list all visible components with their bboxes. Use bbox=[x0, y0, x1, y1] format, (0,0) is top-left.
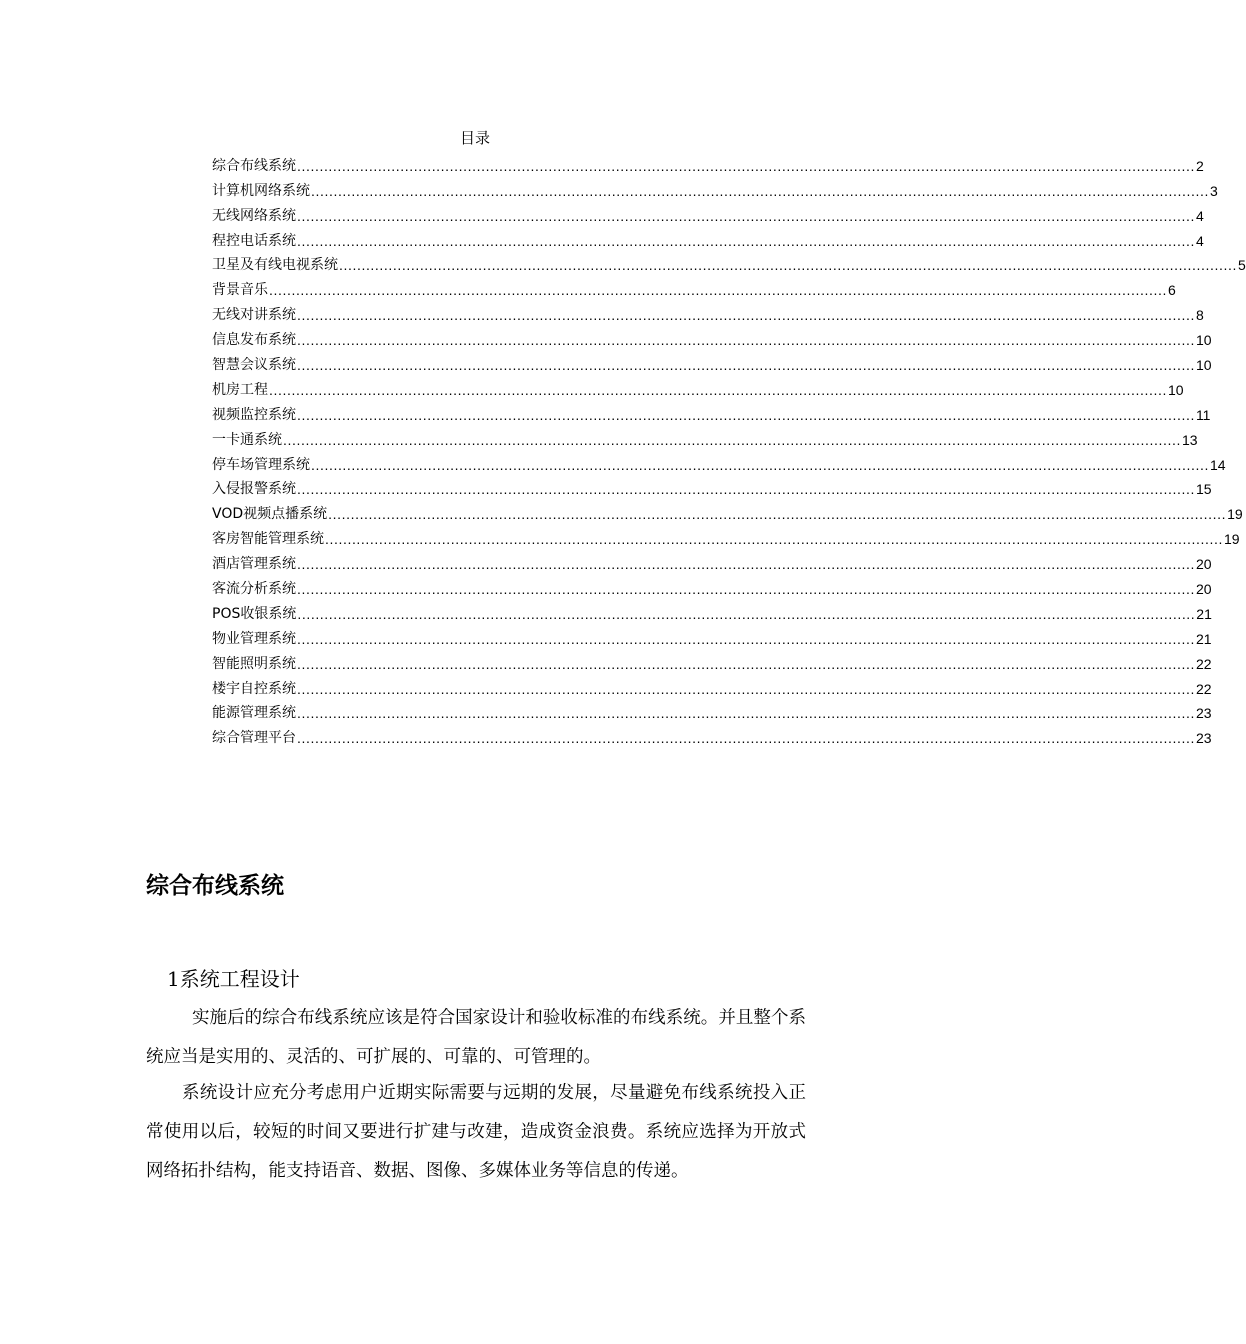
toc-leader-dots: ........................................................................................................................................................................................................ bbox=[297, 406, 1195, 423]
toc-entry-label: 综合管理平台 bbox=[212, 730, 296, 747]
toc-entry-label: 计算机网络系统 bbox=[212, 182, 310, 199]
toc-entry[interactable] bbox=[212, 674, 1212, 699]
toc-entry-page: 4 bbox=[1195, 232, 1204, 249]
toc-leader-dots: ........................................................................................................................................................................................................ bbox=[297, 357, 1195, 374]
toc-leader-dots: ........................................................................................................................................................................................................ bbox=[269, 282, 1167, 299]
toc-entry-label: 信息发布系统 bbox=[212, 332, 296, 349]
toc-leader-dots: ........................................................................................................................................................................................................ bbox=[297, 730, 1195, 747]
toc-leader-dots: ........................................................................................................................................................................................................ bbox=[297, 332, 1195, 349]
toc-entry[interactable] bbox=[212, 251, 1246, 276]
toc-leader-dots: ........................................................................................................................................................................................................ bbox=[297, 157, 1195, 174]
toc-entry-label: 无线对讲系统 bbox=[212, 307, 296, 324]
toc-leader-dots: ........................................................................................................................................................................................................ bbox=[283, 431, 1181, 448]
toc-title: 目录 bbox=[459, 129, 490, 147]
toc-entry[interactable] bbox=[212, 574, 1212, 599]
toc-entry-label: 视频监控系统 bbox=[212, 406, 296, 423]
toc-entry-label: 综合布线系统 bbox=[212, 157, 296, 174]
toc-entry-label: 客流分析系统 bbox=[212, 581, 296, 598]
toc-leader-dots: ........................................................................................................................................................................................................ bbox=[311, 182, 1209, 199]
toc-entry[interactable] bbox=[212, 624, 1212, 649]
toc-entry-page: 2 bbox=[1195, 157, 1204, 174]
toc-entry-page: 19 bbox=[1223, 531, 1240, 548]
toc-leader-dots: ........................................................................................................................................................................................................ bbox=[328, 506, 1227, 523]
toc-entry-label: 酒店管理系统 bbox=[212, 556, 296, 573]
toc-entry-label: 入侵报警系统 bbox=[212, 481, 296, 498]
section-heading: 综合布线系统 bbox=[146, 873, 284, 899]
toc-leader-dots: ........................................................................................................................................................................................................ bbox=[297, 481, 1195, 498]
toc-entry-page: 4 bbox=[1195, 207, 1204, 224]
toc-entry[interactable] bbox=[212, 375, 1184, 400]
toc-entry-label: 背景音乐 bbox=[212, 282, 268, 299]
toc-entry-page: 22 bbox=[1195, 680, 1212, 697]
toc-entry-label: 智能照明系统 bbox=[212, 655, 296, 672]
toc-entry-page: 20 bbox=[1195, 581, 1212, 598]
toc-leader-dots: ........................................................................................................................................................................................................ bbox=[297, 655, 1195, 672]
toc-leader-dots: ........................................................................................................................................................................................................ bbox=[297, 630, 1195, 647]
toc-entry-page: 11 bbox=[1195, 406, 1211, 423]
toc-entry[interactable] bbox=[212, 325, 1212, 350]
toc-entry[interactable] bbox=[212, 275, 1176, 300]
toc-entry-label: POS收银系统 bbox=[212, 605, 297, 622]
table-of-contents bbox=[212, 151, 1246, 748]
toc-leader-dots: ........................................................................................................................................................................................................ bbox=[297, 605, 1196, 622]
toc-entry-page: 22 bbox=[1195, 655, 1212, 672]
toc-entry[interactable] bbox=[212, 723, 1212, 748]
paragraph: 实施后的综合布线系统应该是符合国家设计和验收标准的布线系统。并且整个系统应当是实用的、灵活的、可扩展的、可靠的、可管理的。 bbox=[146, 1008, 806, 1067]
toc-entry-page: 10 bbox=[1195, 332, 1212, 349]
toc-entry-label: 机房工程 bbox=[212, 381, 268, 398]
toc-entry[interactable] bbox=[212, 699, 1212, 724]
toc-entry[interactable] bbox=[212, 425, 1198, 450]
toc-entry-label: 智慧会议系统 bbox=[212, 357, 296, 374]
toc-leader-dots: ........................................................................................................................................................................................................ bbox=[311, 456, 1209, 473]
toc-leader-dots: ........................................................................................................................................................................................................ bbox=[297, 705, 1195, 722]
toc-entry[interactable] bbox=[212, 599, 1212, 624]
toc-entry-page: 13 bbox=[1181, 431, 1198, 448]
toc-entry-page: 19 bbox=[1227, 506, 1243, 523]
toc-entry[interactable] bbox=[212, 524, 1240, 549]
toc-entry-label: 程控电话系统 bbox=[212, 232, 296, 249]
toc-leader-dots: ........................................................................................................................................................................................................ bbox=[269, 381, 1167, 398]
toc-entry-page: 6 bbox=[1167, 282, 1176, 299]
toc-entry[interactable] bbox=[212, 300, 1204, 325]
toc-entry[interactable] bbox=[212, 151, 1204, 176]
toc-leader-dots: ........................................................................................................................................................................................................ bbox=[339, 257, 1237, 274]
paragraph: 系统设计应充分考虑用户近期实际需要与远期的发展，尽量避免布线系统投入正常使用以后，较短的时间又要进行扩建与改建，造成资金浪费。系统应选择为开放式网络拓扑结构，能支持语音、数据、图像、多媒体业务等信息的传递。 bbox=[146, 1083, 806, 1181]
toc-leader-dots: ........................................................................................................................................................................................................ bbox=[297, 581, 1195, 598]
toc-entry-label: VOD视频点播系统 bbox=[212, 506, 328, 523]
toc-leader-dots: ........................................................................................................................................................................................................ bbox=[325, 531, 1223, 548]
toc-entry-page: 10 bbox=[1167, 381, 1184, 398]
toc-entry[interactable] bbox=[212, 649, 1212, 674]
toc-entry[interactable] bbox=[212, 400, 1211, 425]
toc-entry-label: 客房智能管理系统 bbox=[212, 531, 324, 548]
toc-leader-dots: ........................................................................................................................................................................................................ bbox=[297, 207, 1195, 224]
toc-entry[interactable] bbox=[212, 450, 1226, 475]
toc-entry[interactable] bbox=[212, 350, 1212, 375]
toc-entry-page: 8 bbox=[1195, 307, 1204, 324]
toc-entry-page: 23 bbox=[1195, 730, 1212, 747]
toc-entry-page: 23 bbox=[1195, 705, 1212, 722]
toc-entry-page: 15 bbox=[1195, 481, 1212, 498]
toc-leader-dots: ........................................................................................................................................................................................................ bbox=[297, 307, 1195, 324]
toc-leader-dots: ........................................................................................................................................................................................................ bbox=[297, 556, 1195, 573]
toc-entry-label: 能源管理系统 bbox=[212, 705, 296, 722]
toc-entry-page: 10 bbox=[1195, 357, 1212, 374]
toc-entry-label: 一卡通系统 bbox=[212, 431, 282, 448]
toc-entry-label: 无线网络系统 bbox=[212, 207, 296, 224]
toc-entry-page: 21 bbox=[1195, 630, 1212, 647]
toc-entry[interactable] bbox=[212, 499, 1243, 524]
toc-entry-label: 停车场管理系统 bbox=[212, 456, 310, 473]
subsection-heading: 1系统工程设计 bbox=[167, 967, 300, 991]
toc-entry[interactable] bbox=[212, 549, 1212, 574]
toc-entry[interactable] bbox=[212, 475, 1212, 500]
toc-entry[interactable] bbox=[212, 226, 1204, 251]
toc-entry-page: 14 bbox=[1209, 456, 1226, 473]
toc-entry[interactable] bbox=[212, 201, 1204, 226]
toc-entry-page: 3 bbox=[1209, 182, 1218, 199]
toc-entry-page: 5 bbox=[1237, 257, 1246, 274]
toc-entry-label: 物业管理系统 bbox=[212, 630, 296, 647]
toc-entry-label: 卫星及有线电视系统 bbox=[212, 257, 338, 274]
toc-entry-page: 20 bbox=[1195, 556, 1212, 573]
toc-leader-dots: ........................................................................................................................................................................................................ bbox=[297, 680, 1195, 697]
toc-entry[interactable] bbox=[212, 176, 1218, 201]
toc-leader-dots: ........................................................................................................................................................................................................ bbox=[297, 232, 1195, 249]
toc-entry-page: 21 bbox=[1196, 605, 1212, 622]
toc-entry-label: 楼宇自控系统 bbox=[212, 680, 296, 697]
